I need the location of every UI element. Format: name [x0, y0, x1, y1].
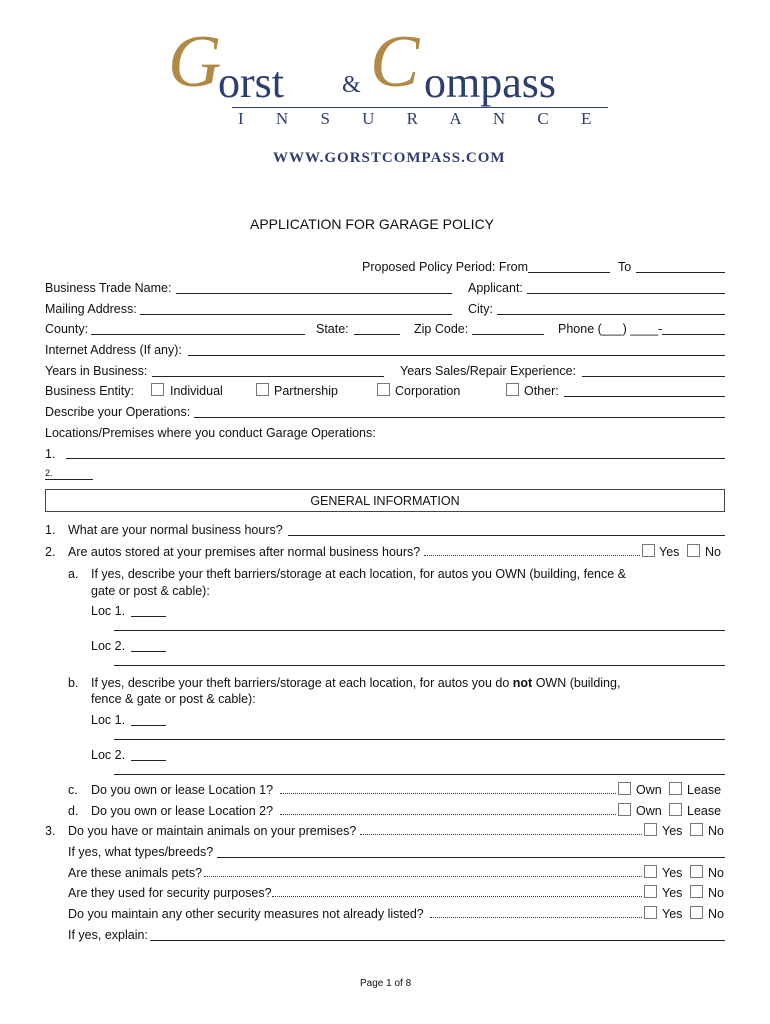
state-label: State:	[316, 322, 349, 336]
q2a-text-line1: If yes, describe your theft barriers/storage at each location, for autos you OWN (building, fence &	[91, 567, 626, 581]
q2c-leader	[280, 793, 616, 794]
q3-pets-yes-checkbox[interactable]	[644, 865, 657, 878]
page-number: Page 1 of 8	[360, 978, 412, 989]
q2b-letter: b.	[68, 676, 79, 690]
q3-pets-text: Are these animals pets?	[68, 866, 203, 880]
logo-letter-c: C	[370, 21, 420, 103]
county-field[interactable]	[91, 334, 305, 335]
logo-rule	[232, 107, 608, 108]
locations-label: Locations/Premises where you conduct Garage Operations:	[45, 426, 376, 440]
years-sales-field[interactable]	[582, 376, 725, 377]
q2c-text: Do you own or lease Location 1?	[91, 783, 274, 797]
q3-yes-label: Yes	[662, 824, 683, 838]
internet-address-field[interactable]	[188, 355, 725, 356]
q2-number: 2.	[45, 545, 56, 559]
corporation-checkbox[interactable]	[377, 383, 390, 396]
q3-yes-checkbox[interactable]	[644, 823, 657, 836]
q2c-letter: c.	[68, 783, 78, 797]
q3-types-label: If yes, what types/breeds?	[68, 845, 214, 859]
q2a-text-line2: gate or post & cable):	[91, 584, 210, 598]
mailing-address-field[interactable]	[140, 314, 452, 315]
q2b-text-line1	[91, 676, 620, 690]
q2b-text-line2: fence & gate or post & cable):	[91, 692, 256, 706]
q2b-text-bold: not	[512, 676, 533, 690]
q3-other-leader	[430, 917, 642, 918]
q3-other-yes-checkbox[interactable]	[644, 906, 657, 919]
q2-no-checkbox[interactable]	[687, 544, 700, 557]
q2b-text-pre: If yes, describe your theft barriers/storage at each location, for autos you do	[91, 676, 510, 690]
q2a-loc1-short-field[interactable]	[131, 616, 166, 617]
q3-security-yes-checkbox[interactable]	[644, 885, 657, 898]
q2-text: Are autos stored at your premises after normal business hours?	[68, 545, 421, 559]
q2b-loc2-short-field[interactable]	[131, 760, 166, 761]
q3-security-no-label: No	[708, 886, 724, 900]
q1-number: 1.	[45, 523, 56, 537]
q2d-leader	[280, 814, 616, 815]
q2a-loc2-short-field[interactable]	[131, 651, 166, 652]
q2d-letter: d.	[68, 804, 79, 818]
applicant-field[interactable]	[527, 293, 725, 294]
q2c-lease-label: Lease	[687, 783, 722, 797]
zip-field[interactable]	[472, 334, 544, 335]
general-information-header	[45, 489, 725, 512]
q3-security-leader	[272, 896, 642, 897]
state-field[interactable]	[354, 334, 400, 335]
policy-period-to-label: To	[618, 260, 632, 274]
q2-no-label: No	[705, 545, 721, 559]
logo-ampersand: &	[342, 72, 361, 98]
other-checkbox[interactable]	[506, 383, 519, 396]
q2d-lease-label: Lease	[687, 804, 722, 818]
q3-no-label: No	[708, 824, 724, 838]
zip-label: Zip Code:	[414, 322, 469, 336]
individual-checkbox[interactable]	[151, 383, 164, 396]
q3-other-no-checkbox[interactable]	[690, 906, 703, 919]
policy-period-label: Proposed Policy Period: From	[362, 260, 529, 274]
q3-leader	[360, 834, 642, 835]
q2d-lease-checkbox[interactable]	[669, 803, 682, 816]
corporation-label: Corporation	[395, 384, 461, 398]
trade-name-field[interactable]	[176, 293, 452, 294]
q3-text: Do you have or maintain animals on your premises?	[68, 824, 357, 838]
website-link[interactable]: WWW.GORSTCOMPASS.COM	[273, 150, 506, 166]
q2a-letter: a.	[68, 567, 79, 581]
policy-period-from-field[interactable]	[528, 272, 610, 273]
q3-other-no-label: No	[708, 907, 724, 921]
q3-security-no-checkbox[interactable]	[690, 885, 703, 898]
q1-field[interactable]	[288, 535, 725, 536]
q3-number: 3.	[45, 824, 56, 838]
city-field[interactable]	[497, 314, 725, 315]
q3-pets-no-label: No	[708, 866, 724, 880]
years-business-label: Years in Business:	[45, 364, 148, 378]
location-2-field[interactable]	[45, 479, 93, 480]
q2b-text-post: OWN (building,	[535, 676, 621, 690]
q3-other-yes-label: Yes	[662, 907, 683, 921]
describe-operations-field[interactable]	[194, 417, 725, 418]
years-sales-label: Years Sales/Repair Experience:	[400, 364, 577, 378]
location-1-field[interactable]	[66, 458, 725, 459]
form-title: APPLICATION FOR GARAGE POLICY	[250, 216, 495, 232]
partnership-checkbox[interactable]	[256, 383, 269, 396]
q3-pets-yes-label: Yes	[662, 866, 683, 880]
q3-explain-label: If yes, explain:	[68, 928, 148, 942]
logo-word-ompass: ompass	[424, 58, 556, 107]
q2b-loc1-field[interactable]	[114, 739, 725, 740]
q2d-own-label: Own	[636, 804, 662, 818]
location-1-number: 1.	[45, 447, 56, 461]
county-label: County:	[45, 322, 89, 336]
q2-yes-label: Yes	[659, 545, 680, 559]
q2b-loc2-field[interactable]	[114, 774, 725, 775]
city-label: City:	[468, 302, 493, 316]
q2d-text: Do you own or lease Location 2?	[91, 804, 274, 818]
applicant-label: Applicant:	[468, 281, 523, 295]
q2c-own-label: Own	[636, 783, 662, 797]
years-business-field[interactable]	[152, 376, 384, 377]
q2d-own-checkbox[interactable]	[618, 803, 631, 816]
internet-address-label: Internet Address (If any):	[45, 343, 182, 357]
q2c-lease-checkbox[interactable]	[669, 782, 682, 795]
describe-operations-label: Describe your Operations:	[45, 405, 191, 419]
q2-yes-checkbox[interactable]	[642, 544, 655, 557]
other-label: Other:	[524, 384, 559, 398]
mailing-address-label: Mailing Address:	[45, 302, 137, 316]
logo-word-orst: orst	[218, 58, 284, 107]
q3-pets-leader	[204, 876, 642, 877]
business-entity-label: Business Entity:	[45, 384, 134, 398]
q3-no-checkbox[interactable]	[690, 823, 703, 836]
q3-other-text: Do you maintain any other security measures not already listed?	[68, 907, 424, 921]
section-title: GENERAL INFORMATION	[310, 494, 460, 508]
q3-pets-no-checkbox[interactable]	[690, 865, 703, 878]
phone-label: Phone (___) ____-	[558, 322, 663, 336]
partnership-label: Partnership	[274, 384, 338, 398]
q2c-own-checkbox[interactable]	[618, 782, 631, 795]
location-2-number: 2.	[45, 468, 53, 478]
q2b-loc1-short-field[interactable]	[131, 725, 166, 726]
q2a-loc2-label: Loc 2.	[91, 639, 126, 653]
q3-types-field[interactable]	[217, 857, 725, 858]
q2a-loc2-field[interactable]	[114, 665, 725, 666]
other-field[interactable]	[564, 396, 725, 397]
phone-field[interactable]	[662, 334, 725, 335]
q3-explain-field[interactable]	[150, 940, 725, 941]
q1-text: What are your normal business hours?	[68, 523, 283, 537]
q2a-loc1-field[interactable]	[114, 630, 725, 631]
q2a-loc1-label: Loc 1.	[91, 604, 126, 618]
q2-leader	[424, 555, 640, 556]
trade-name-label: Business Trade Name:	[45, 281, 172, 295]
q3-security-yes-label: Yes	[662, 886, 683, 900]
q3-security-text: Are they used for security purposes?	[68, 886, 272, 900]
individual-label: Individual	[170, 384, 223, 398]
policy-period-to-field[interactable]	[636, 272, 725, 273]
logo-insurance: I N S U R A N C E	[238, 109, 606, 128]
q2b-loc1-label: Loc 1.	[91, 713, 126, 727]
logo-letter-g: G	[168, 21, 222, 103]
q2b-loc2-label: Loc 2.	[91, 748, 126, 762]
